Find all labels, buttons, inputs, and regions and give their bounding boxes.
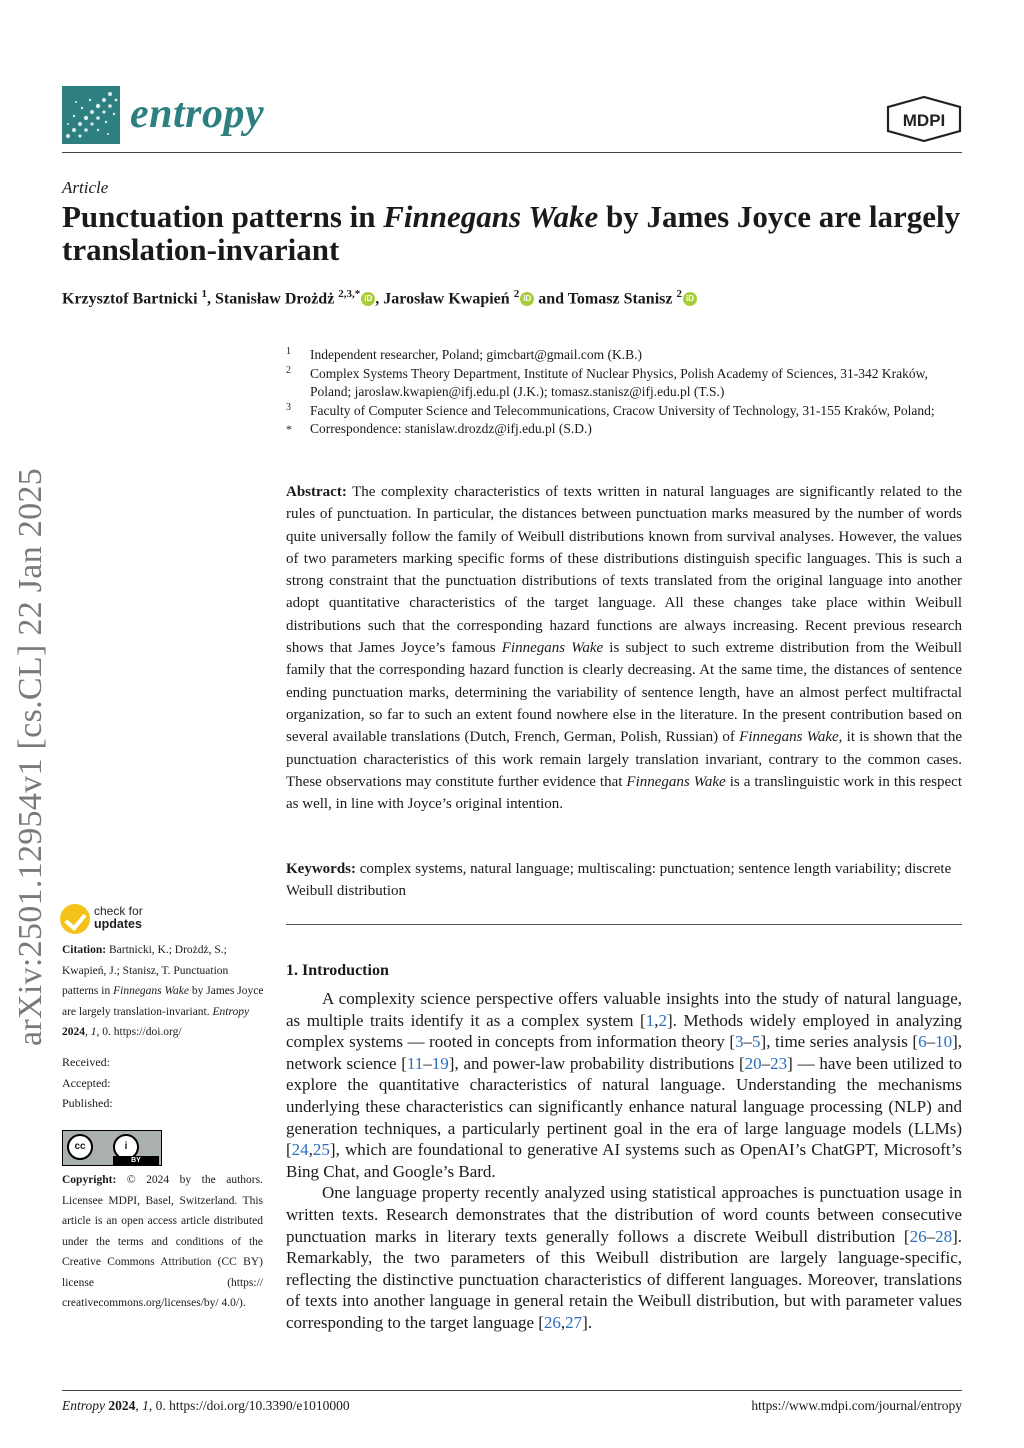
journal-url-link[interactable]: https://www.mdpi.com/journal/entropy [751, 1398, 962, 1413]
author-name: Krzysztof Bartnicki [62, 290, 198, 308]
citation-block: Citation: Bartnicki, K.; Drożdż, S.; Kwapień, J.; Stanisz, T. Punctuation patterns in Finnegans Wake by James Joyce are largely translation-invariant. Entropy 2024, 1, 0. https://doi.org/ [62, 944, 264, 1038]
citation-link[interactable]: 19 [431, 1053, 449, 1073]
affiliation-item: 2 Complex Systems Theory Department, Institute of Nuclear Physics, Polish Academy of Sciences, 31-342 Kraków, Poland; jaroslaw.kwapien@ifj.edu.pl (J.K.); tomasz.stanisz@ifj.edu.pl (T.S.) [286, 364, 928, 400]
orcid-icon[interactable]: iD [520, 292, 534, 306]
paragraph: One language property recently analyzed using statistical approaches is punctuation usage in written texts. Research demonstrates that the distribution of word counts between consecutive punctuation marks in literary texts generally follows a discrete Weibull distribution [26–28]. Remarkably, the two parameters of this Weibull distribution are largely language-specific, reflecting the distinctive punctuation characteristics of different languages. Moreover, translations of texts into another language in general retain the Weibull distribution, but with parameter values corresponding to the target language [26,27]. [286, 1183, 962, 1332]
author-name: Stanisław Drożdż [215, 290, 335, 308]
paragraph: A complexity science perspective offers valuable insights into the study of natural language, as multiple traits identify it as a complex system [1,2]. Methods widely employed in analyzing complex systems — rooted in concepts from information theory [3–5], time series analysis [6–10], network science [11–19], and power-law probability distributions [20–23] — have been utilized to explore the quantitative characteristics of natural language. Understanding the mechanisms underlying these characteristics can significantly enhance natural language processing (NLP) and generation techniques, a particularly pertinent goal in the era of large language models (LLMs) [24,25], which are foundational to generative AI systems such as OpenAI’s ChatGPT, Microsoft’s Bing Chat, and Google’s Bard. [286, 989, 962, 1181]
header-divider [62, 152, 962, 153]
introduction-body [286, 988, 962, 1334]
author-name: Tomasz Stanisz [567, 290, 673, 308]
citation-link[interactable]: 26 [909, 1226, 927, 1246]
affiliations [286, 346, 966, 439]
abstract-label: Abstract: [286, 484, 347, 500]
section-heading: 1. Introduction [286, 962, 389, 979]
cc-by-label: BY [113, 1156, 159, 1165]
cc-by-license-badge[interactable] [62, 1130, 162, 1166]
citation-link[interactable]: 27 [565, 1312, 583, 1332]
citation-link[interactable]: 11 [406, 1053, 424, 1073]
footer-divider [62, 1390, 962, 1391]
citation-link[interactable]: 6 [918, 1032, 927, 1052]
section-divider [286, 924, 962, 925]
citation-link[interactable]: 2 [658, 1010, 667, 1030]
entropy-logo-icon [62, 86, 120, 144]
citation-link[interactable]: 25 [312, 1140, 330, 1160]
orcid-icon[interactable]: iD [683, 292, 697, 306]
article-title: Punctuation patterns in Finnegans Wake by James Joyce are largely translation-invariant [62, 199, 961, 267]
author-name: Jarosław Kwapień [383, 290, 510, 308]
attribution-person-icon: i [113, 1134, 139, 1160]
abstract: Abstract: The complexity characteristics of texts written in natural languages are significantly related to the rules of punctuation. In particular, the distances between punctuation marks measured by the number of words quite universally follow the family of Weibull distributions known from survival analyses. However, the values of two parameters marking specific forms of these distributions distinguish specific languages. This is such a strong constraint that the punctuation distributions of texts translated from the original language into another adopt quantitative characteristics of the target language. All these changes take place within Weibull distributions such that the corresponding hazard functions are always increasing. Recent previous research shows that James Joyce’s famous Finnegans Wake is subject to such extreme distribution from the Weibull family that the corresponding hazard function is clearly decreasing. At the same time, the distances of sentence ending punctuation marks, determining the variability of sentence length, have an almost perfect multifractal organization, so far to such an extent found nowhere else in the literature. In the present contribution based on several available translations (Dutch, French, German, Polish, Russian) of Finnegans Wake, it is shown that the punctuation characteristics of this work remain largely translation invariant, contrary to the common cases. These observations may constitute further evidence that Finnegans Wake is a translinguistic work in this respect as well, in line with Joyce’s original intention. [286, 484, 963, 813]
citation-link[interactable]: 1 [645, 1010, 655, 1030]
citation-link[interactable]: 26 [543, 1312, 561, 1332]
affiliation-item: 1 Independent researcher, Poland; gimcbart@gmail.com (K.B.) [286, 346, 643, 362]
received-date: Received: [62, 1055, 110, 1069]
published-date: Published: [62, 1096, 113, 1110]
journal-name: entropy [130, 91, 265, 137]
citation-link[interactable]: 10 [935, 1032, 953, 1052]
article-type: Article [62, 178, 109, 197]
check-for-updates-button[interactable]: check for updates [60, 902, 170, 938]
citation-link[interactable]: 5 [752, 1032, 761, 1052]
footer-citation: Entropy 2024, 1, 0. https://doi.org/10.3390/e1010000 [62, 1398, 350, 1413]
citation-link[interactable]: 23 [770, 1053, 788, 1073]
creative-commons-icon: cc [67, 1134, 93, 1160]
correspondence: * Correspondence: stanislaw.drozdz@ifj.edu.pl (S.D.) [286, 421, 592, 437]
citation-link[interactable]: 24 [291, 1140, 309, 1160]
crossmark-icon [60, 904, 90, 934]
mdpi-logo-icon [886, 96, 962, 142]
copyright-notice: Copyright: © 2024 by the authors. Licensee MDPI, Basel, Switzerland. This article is an open access article distributed under the terms and conditions of the Creative Commons Attribution (CC BY) license (https:// creativecommons.org/licenses/by/ 4.0/). [62, 1174, 263, 1309]
keywords: Keywords: complex systems, natural language; multiscaling: punctuation; sentence length variability; discrete Weibull distribution [286, 861, 952, 900]
keywords-label: Keywords: [286, 861, 356, 877]
citation-link[interactable]: 28 [935, 1226, 953, 1246]
publication-dates [62, 1052, 266, 1114]
citation-link[interactable]: 20 [744, 1053, 762, 1073]
author-list: Krzysztof Bartnicki $^1$, Stanisław Drożdż $^{2,3,*}$ iD , Jarosław Kwapień $^2$ iD and Tomasz Stanisz $^2$ iD [62, 288, 697, 308]
accepted-date: Accepted: [62, 1075, 111, 1090]
affiliation-item: 3 Faculty of Computer Science and Telecommunications, Cracow University of Technology, 31-155 Kraków, Poland; [286, 401, 935, 418]
orcid-icon[interactable]: iD [361, 292, 375, 306]
arxiv-stamp: arXiv:2501.12954v1 [cs.CL] 22 Jan 2025 [12, 468, 49, 1046]
mdpi-logo-text: MDPI [902, 111, 946, 130]
citation-link[interactable]: 3 [735, 1032, 744, 1052]
